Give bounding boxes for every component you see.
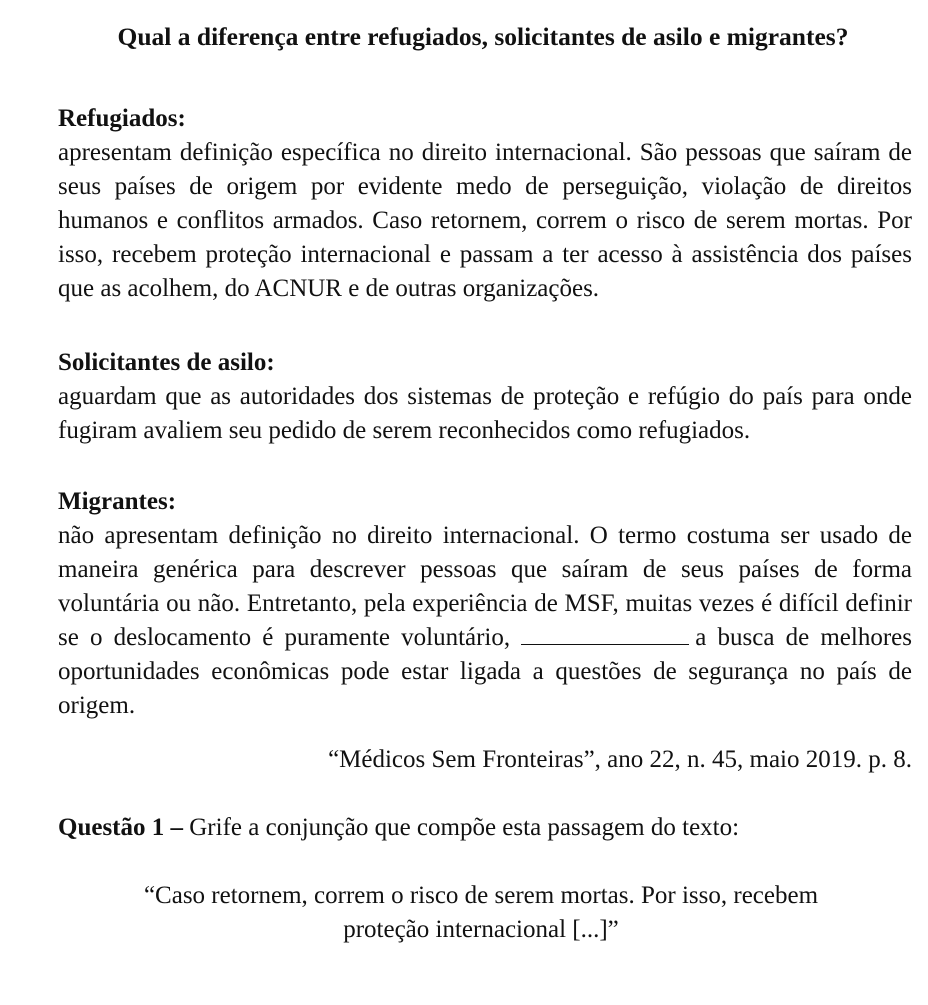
section-heading-solicitantes: Solicitantes de asilo:	[58, 349, 275, 376]
question-1	[58, 811, 912, 845]
question-label: Questão 1 –	[58, 814, 183, 841]
migrantes-text-part1: não apresentam definição no direito internacional. O termo costuma ser usado de maneira genérica para descrever pessoas que saíram de seus países de forma voluntária ou não. Entretanto, pela experiência de MSF, muitas vezes é difícil definir se o deslocamento é puramente voluntário,	[58, 522, 912, 651]
page-title: Qual a diferença entre refugiados, solicitantes de asilo e migrantes?	[117, 22, 849, 51]
fill-in-blank	[521, 622, 689, 645]
section-heading-refugiados: Refugiados:	[58, 105, 186, 132]
quote-line-2: proteção internacional [...]”	[343, 916, 619, 943]
quote-line-1: “Caso retornem, correm o risco de serem mortas. Por isso, recebem	[143, 882, 819, 909]
section-heading-migrantes: Migrantes:	[58, 488, 177, 515]
section-text-migrantes	[58, 519, 912, 723]
source-citation: “Médicos Sem Fronteiras”, ano 22, n. 45, maio 2019. p. 8.	[328, 746, 912, 773]
section-refugiados	[58, 102, 912, 306]
section-solicitantes	[58, 346, 912, 448]
section-migrantes	[58, 485, 912, 723]
quoted-passage	[58, 879, 912, 947]
migrantes-text-part2: a busca de melhores oportunidades econômicas pode estar ligada a questões de segurança no país de origem.	[58, 624, 912, 719]
section-text-solicitantes: aguardam que as autoridades dos sistemas de proteção e refúgio do país para onde fugiram avaliem seu pedido de serem reconhecidos como refugiados.	[58, 383, 912, 444]
question-text: Grife a conjunção que compõe esta passagem do texto:	[189, 814, 740, 841]
section-text-refugiados: apresentam definição específica no direito internacional. São pessoas que saíram de seus países de origem por evidente medo de perseguição, violação de direitos humanos e conflitos armados. Caso retornem, correm o risco de serem mortas. Por isso, recebem proteção internacional e passam a ter acesso à assistência dos países que as acolhem, do ACNUR e de outras organizações.	[58, 139, 912, 302]
